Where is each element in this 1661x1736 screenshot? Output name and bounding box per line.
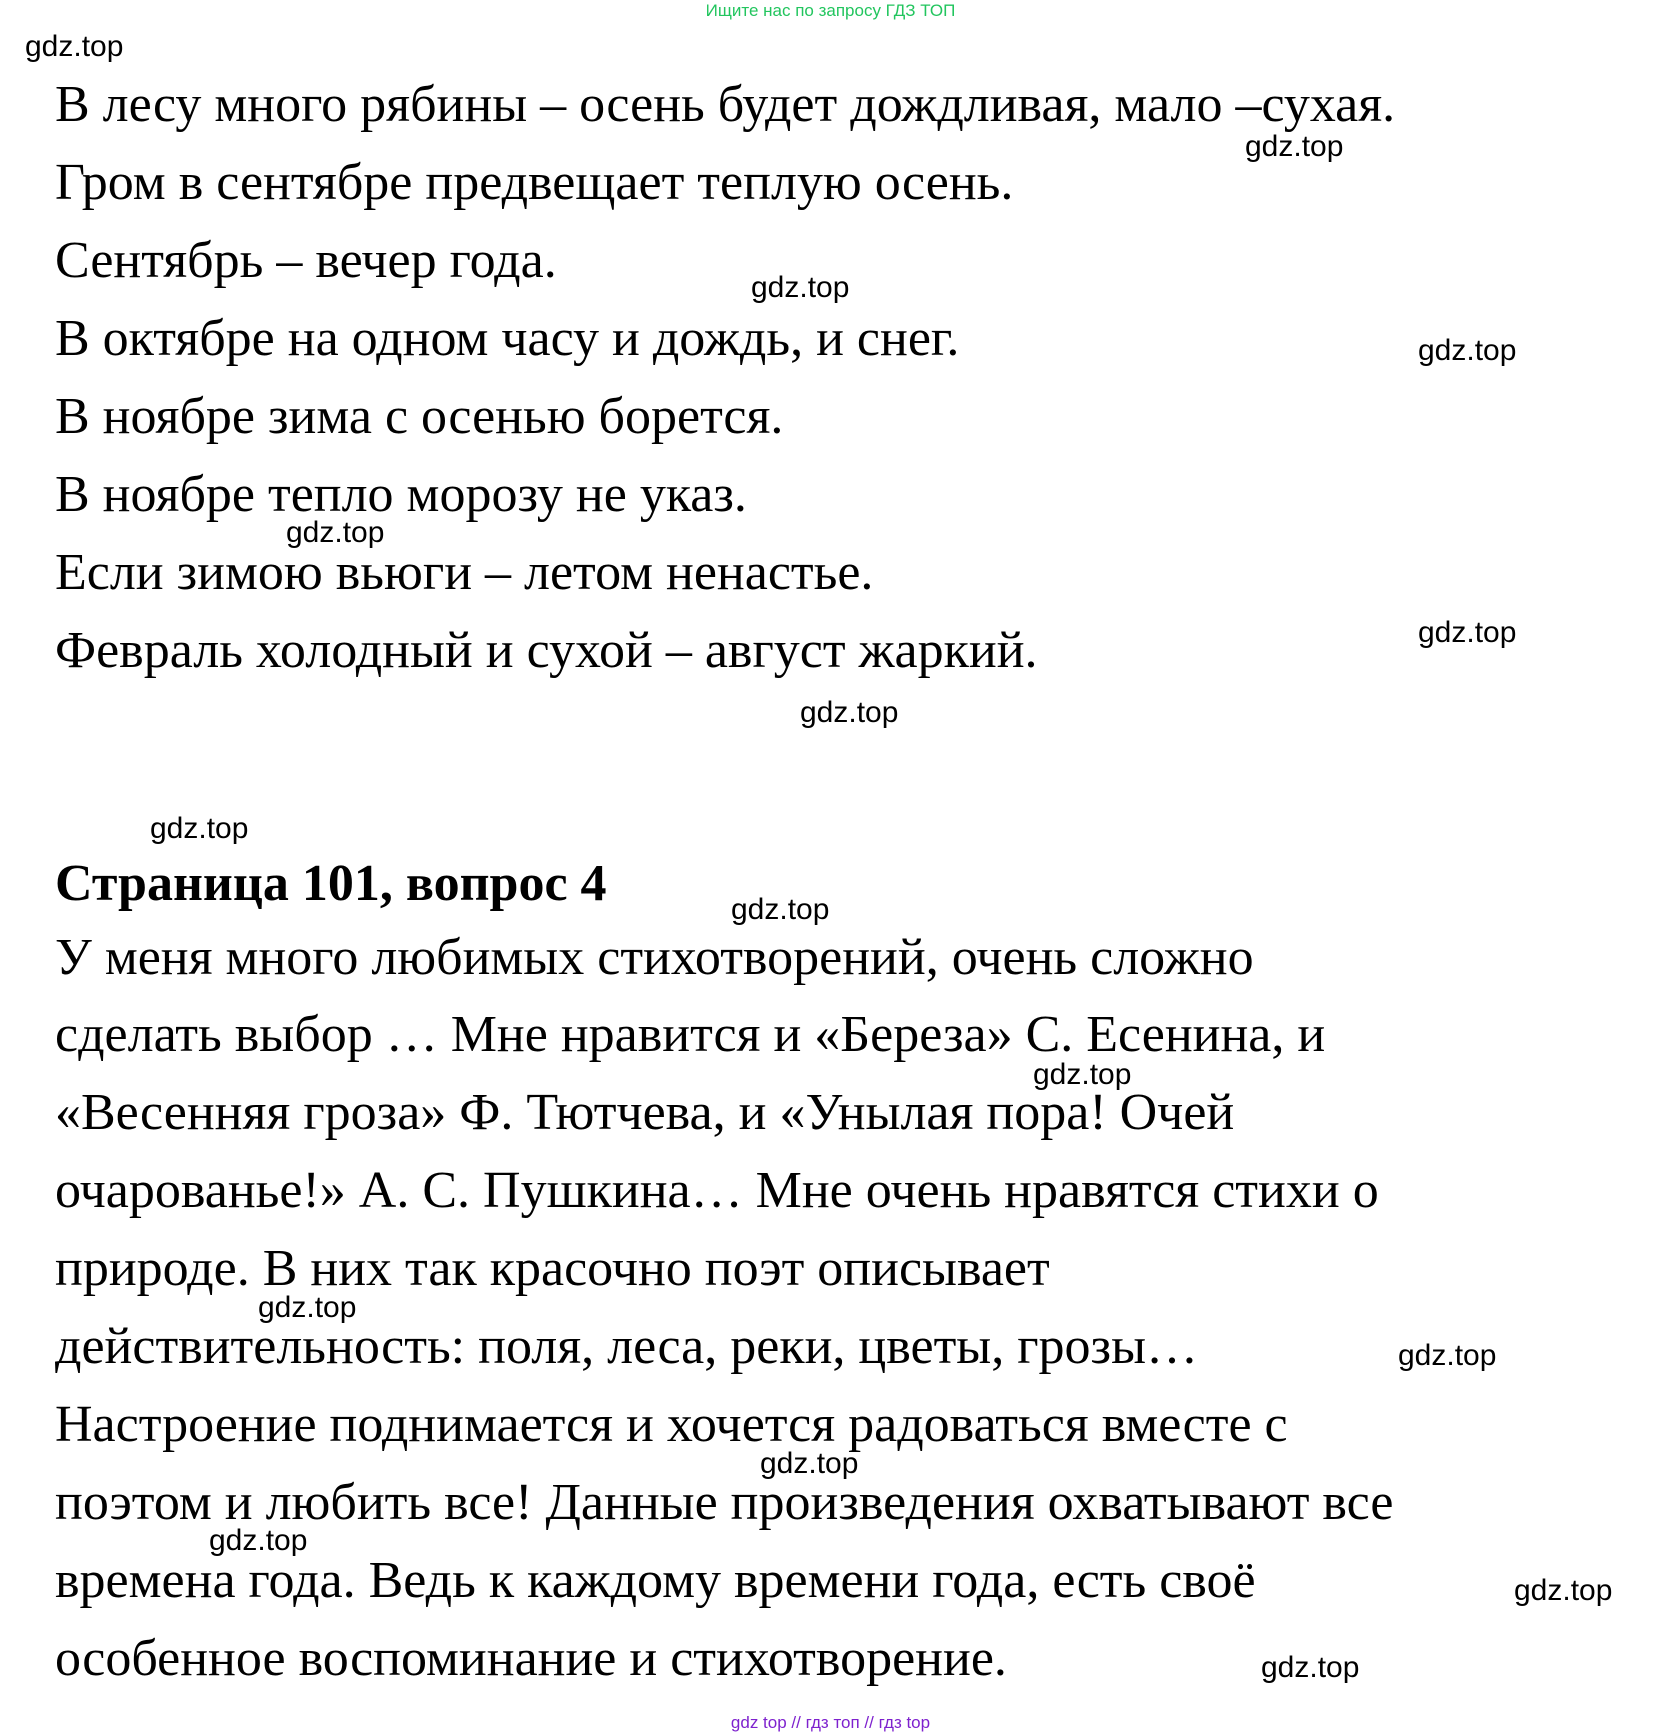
proverb-line: Сентябрь – вечер года. (55, 232, 557, 289)
watermark: gdz.top (1418, 616, 1517, 649)
watermark: gdz.top (1398, 1339, 1497, 1372)
watermark: gdz.top (800, 696, 899, 729)
paragraph-line: особенное воспоминание и стихотворение. (55, 1630, 1007, 1687)
watermark: gdz.top (25, 30, 124, 63)
paragraph-line: природе. В них так красочно поэт описывает (55, 1240, 1050, 1297)
paragraph-line: времена года. Ведь к каждому времени года, есть своё (55, 1552, 1256, 1609)
watermark: gdz.top (760, 1447, 859, 1480)
watermark: gdz.top (1245, 130, 1344, 163)
paragraph-line: поэтом и любить все! Данные произведения охватывают все (55, 1474, 1394, 1531)
proverb-line: Если зимою вьюги – летом ненастье. (55, 544, 874, 601)
watermark: gdz.top (1514, 1574, 1613, 1607)
proverb-line: В лесу много рябины – осень будет дождливая, мало –сухая. (55, 76, 1396, 133)
watermark: gdz.top (258, 1291, 357, 1324)
watermark: gdz.top (209, 1524, 308, 1557)
paragraph-line: сделать выбор … Мне нравится и «Береза» С. Есенина, и (55, 1006, 1326, 1063)
watermark: gdz.top (286, 516, 385, 549)
proverb-line: Февраль холодный и сухой – август жаркий. (55, 622, 1038, 679)
section-heading: Страница 101, вопрос 4 (55, 855, 607, 912)
paragraph-line: У меня много любимых стихотворений, очень сложно (55, 929, 1254, 986)
paragraph-line: действительность: поля, леса, реки, цветы, грозы… (55, 1318, 1199, 1375)
proverb-line: В ноябре тепло морозу не указ. (55, 466, 747, 523)
watermark: gdz.top (150, 812, 249, 845)
proverb-line: Гром в сентябре предвещает теплую осень. (55, 154, 1014, 211)
paragraph-line: «Весенняя гроза» Ф. Тютчева, и «Унылая пора! Очей (55, 1084, 1235, 1141)
proverb-line: В ноябре зима с осенью борется. (55, 388, 784, 445)
watermark: gdz.top (1033, 1058, 1132, 1091)
watermark: gdz.top (731, 893, 830, 926)
watermark: gdz.top (1261, 1651, 1360, 1684)
watermark: gdz.top (1418, 334, 1517, 367)
footer-links: gdz top // гдз топ // гдз top (730, 1713, 931, 1732)
paragraph-line: Настроение поднимается и хочется радоваться вместе с (55, 1396, 1288, 1453)
watermark: gdz.top (751, 271, 850, 304)
proverb-line: В октябре на одном часу и дождь, и снег. (55, 310, 960, 367)
top-banner: Ищите нас по запросу ГДЗ ТОП (705, 1, 956, 20)
paragraph-line: очарованье!» А. С. Пушкина… Мне очень нравятся стихи о (55, 1162, 1379, 1219)
